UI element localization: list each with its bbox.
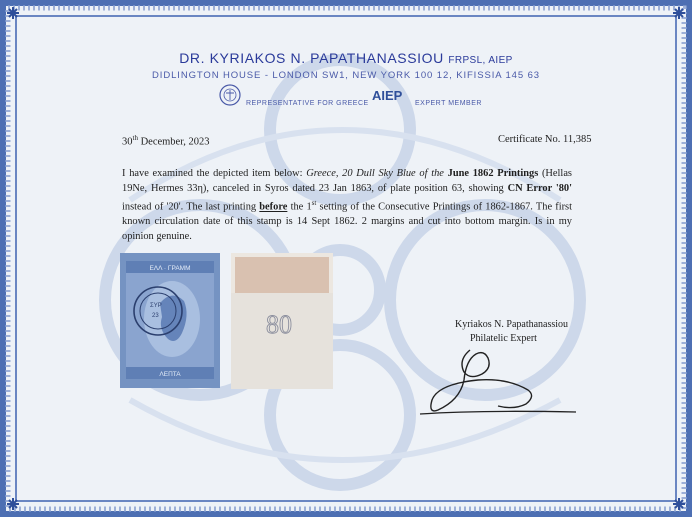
expert-title: Philatelic Expert xyxy=(470,333,537,344)
body-before: before xyxy=(259,201,288,213)
greece-representative-label: REPRESENTATIVE FOR GREECE xyxy=(246,100,369,107)
date-suffix: th xyxy=(132,134,138,142)
expert-name: Kyriakos N. Papathanassiou xyxy=(455,319,569,330)
certificate-date xyxy=(122,134,210,148)
stamp-front-image xyxy=(120,253,220,388)
stamp-back-image xyxy=(231,253,333,389)
body-the: the 1 xyxy=(287,201,312,213)
body-instead: instead of '20'. The last printing xyxy=(122,201,260,213)
stamp-bottom-text: ΛΕΠΤΑ xyxy=(159,371,181,378)
body-printings: June 1862 Printings xyxy=(447,168,539,179)
stamp-top-text: ΕΛΛ · ΓΡΑΜΜ xyxy=(149,265,191,272)
expert-postnominals: FRPSL, AIEP xyxy=(448,55,513,66)
expert-header-name: DR. KYRIAKOS N. PAPATHANASSIOU xyxy=(179,50,444,66)
body-item: Greece, 20 Dull Sky Blue of the xyxy=(306,168,444,179)
corner-ornament-top-right xyxy=(669,3,689,23)
expert-header xyxy=(0,50,692,66)
body-catalog: (Hellas 19Ne, Hermes 33η), canceled in Syros dated 23 Jan 1863, of plate position 63, showing xyxy=(122,168,572,194)
body-st: st xyxy=(311,199,317,208)
expert-address: DIDLINGTON HOUSE - LONDON SW1, NEW YORK 100 12, KIFISSIA 145 63 xyxy=(152,70,540,81)
certificate-number: Certificate No. 11,385 xyxy=(498,134,592,145)
back-numeral: 80 xyxy=(266,310,292,339)
aiep-logo xyxy=(372,88,410,110)
corner-ornament-bottom-left xyxy=(3,494,23,514)
svg-text:ΣΥΡ: ΣΥΡ xyxy=(150,303,162,309)
svg-text:23: 23 xyxy=(152,313,159,319)
corner-ornament-top-left xyxy=(3,3,23,23)
body-rest: setting of the Consecutive Printings of 1862-1867. The first known circulation date of this stamp is 14 Sept 1862. 2 margins and cut into bottom margin. Is in my opinion genuine. xyxy=(122,201,572,242)
handwritten-signature xyxy=(418,340,578,420)
aiep-member-label: EXPERT MEMBER xyxy=(415,100,482,107)
body-intro: I have examined the depicted item below: xyxy=(122,168,307,179)
date-day: 30 xyxy=(122,136,133,148)
date-rest: December, 2023 xyxy=(137,136,210,148)
body-error: CN Error '80' xyxy=(507,182,573,194)
corner-ornament-bottom-right xyxy=(669,494,689,514)
certificate-body xyxy=(122,167,572,244)
greek-society-seal-icon xyxy=(219,84,241,106)
aiep-logo-text: AIEP xyxy=(372,88,403,103)
